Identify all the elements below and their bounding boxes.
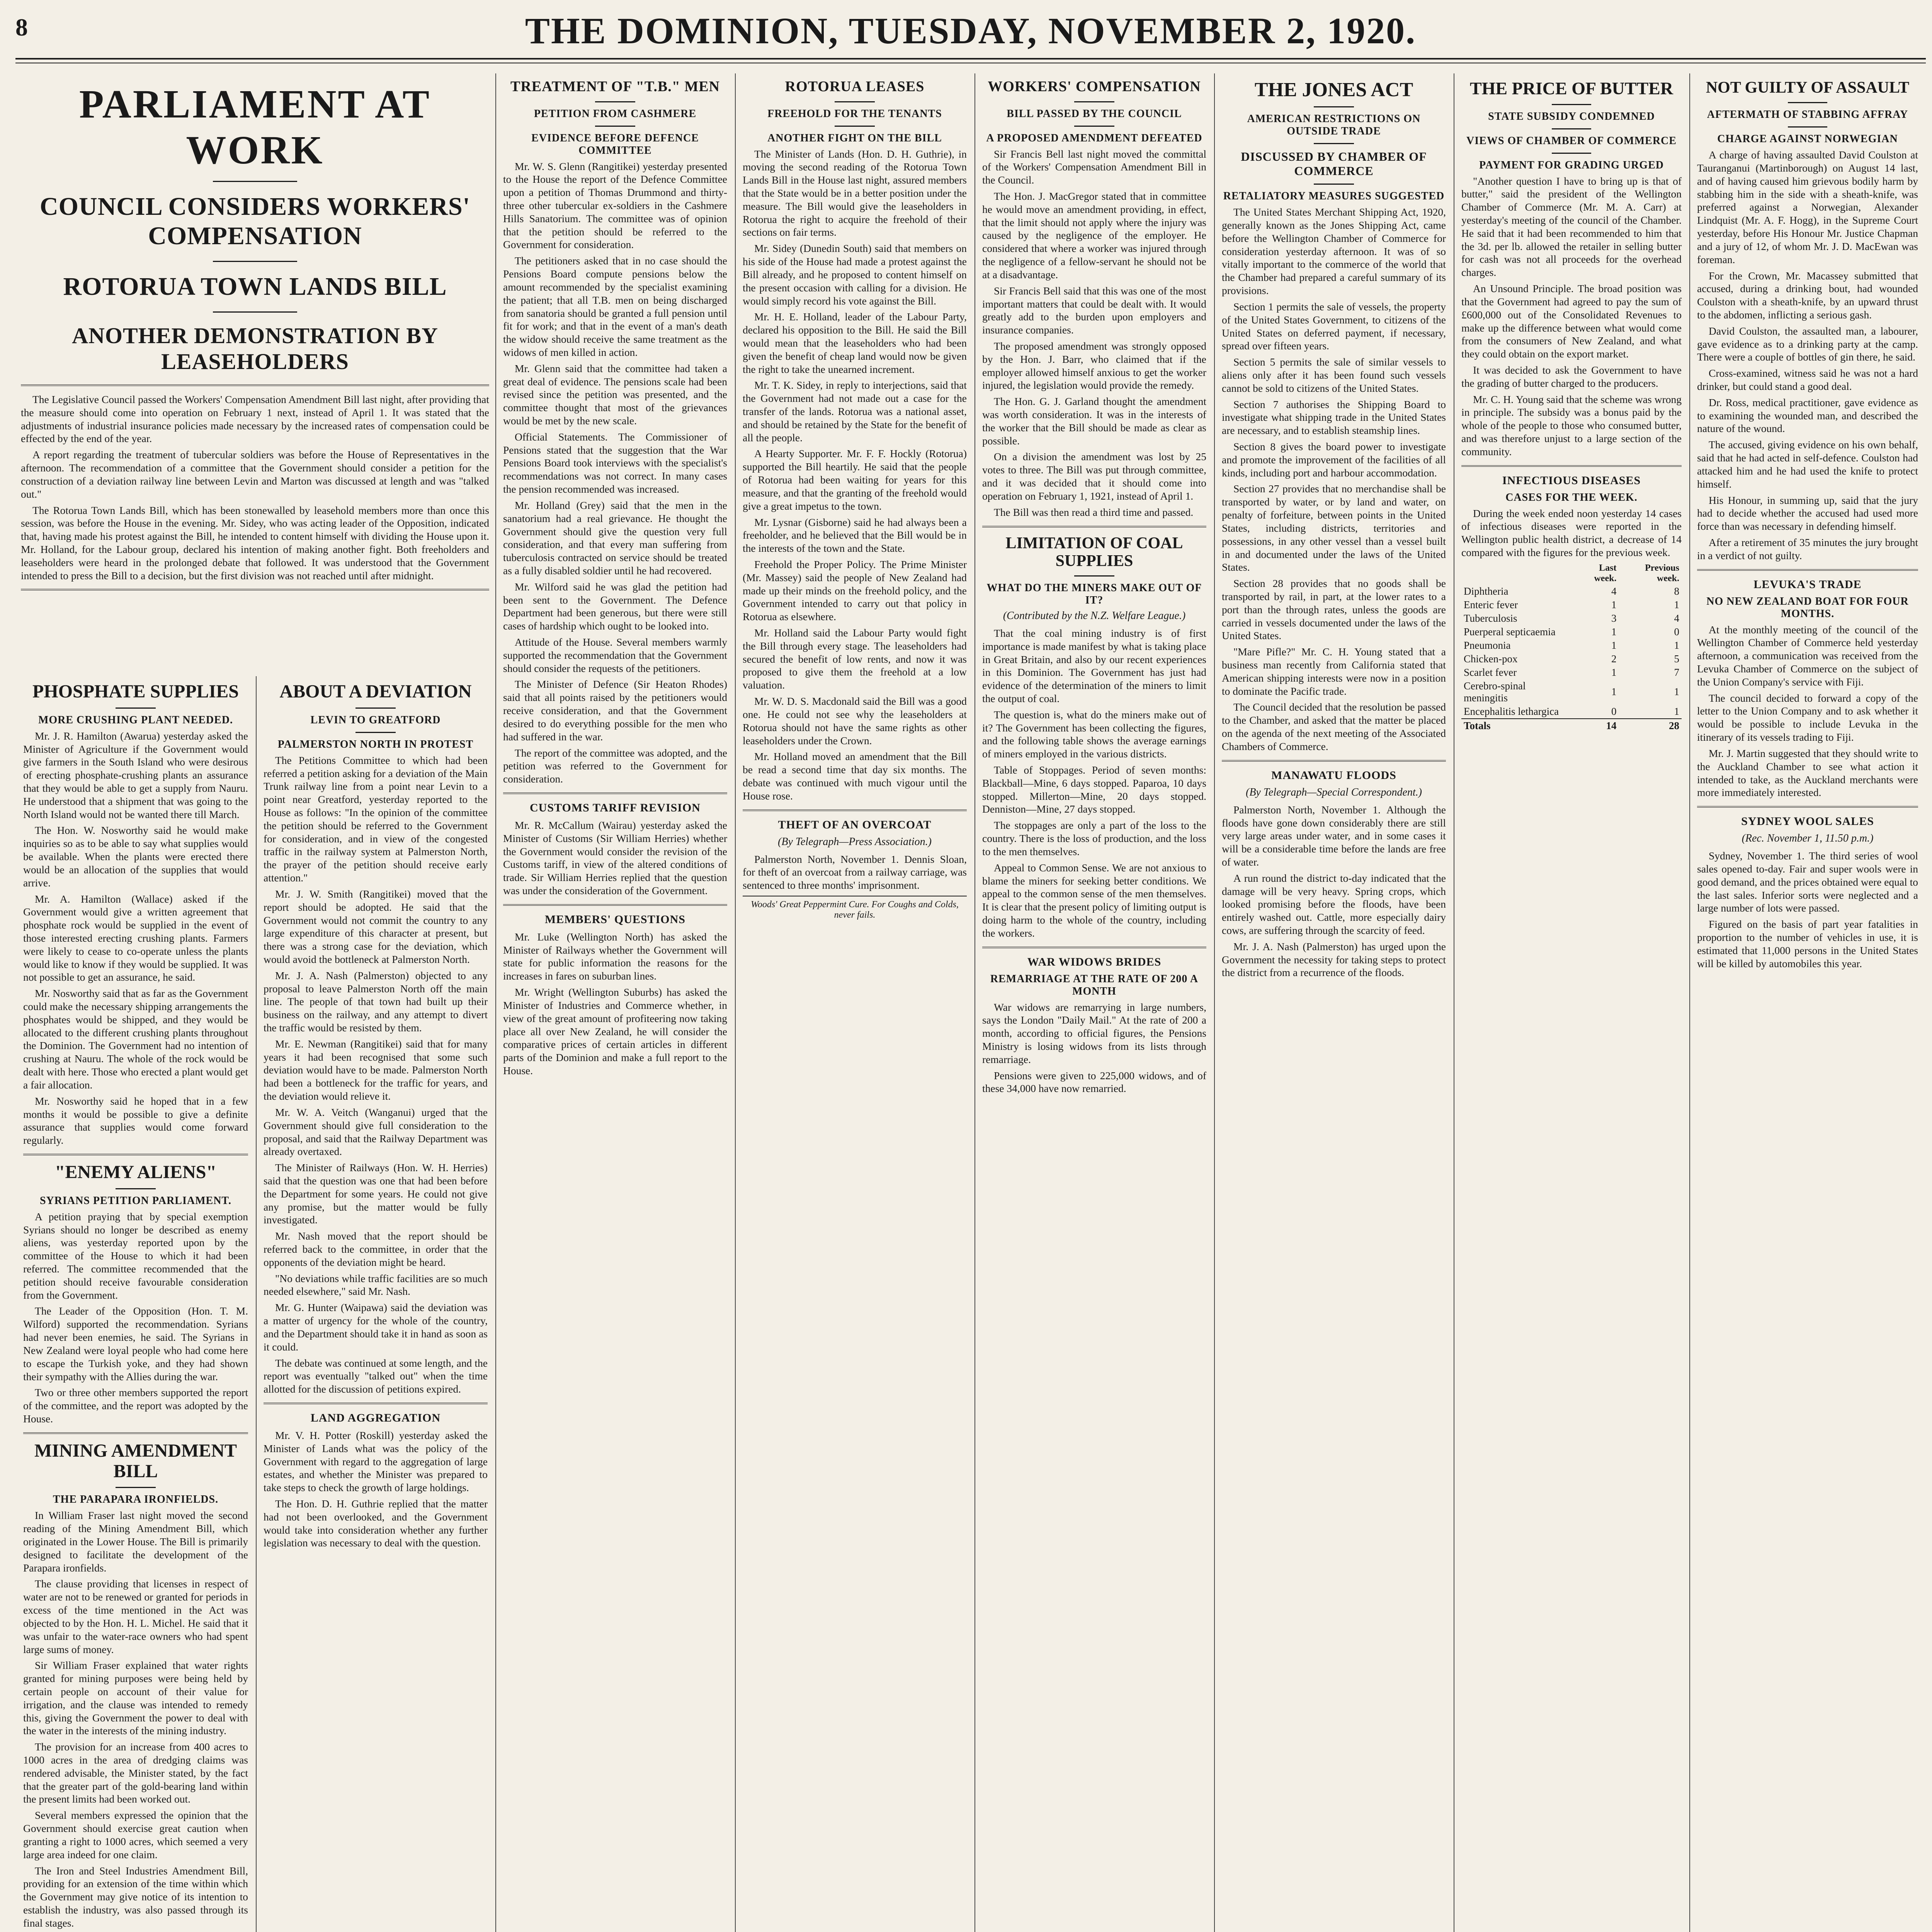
table-cell: Totals [1461, 719, 1573, 733]
headline: NOT GUILTY OF ASSAULT [1706, 79, 1910, 97]
paragraph: "Another question I have to bring up is that of butter," said the president of the Wellington Chamber of Commerce (Mr. M. A. Carr) at yesterday's meeting of the council of the Chamber. He said that it had been recommended to him that the 3d. per lb. allowed the retailer in selling butter for cash was not all proceeds for the overhead charges. [1461, 175, 1682, 279]
separator [835, 126, 875, 127]
paragraph: Mr. Holland moved an amendment that the Bill be read a second time that day six months. The debate was continued with much vigour until the House rose. [743, 750, 967, 802]
paragraph: Mr. R. McCallum (Wairau) yesterday asked the Minister of Customs (Sir William Herries) whether the Government would consider the revision of the Customs tariff, in view of the altered conditions of trade. Sir William Herries replied that the question was under the consideration of the Government. [503, 819, 727, 897]
separator [1552, 104, 1592, 105]
paragraph: His Honour, in summing up, said that the jury had to decide whether the accused had used more force than was necessary in defending himself. [1697, 494, 1918, 532]
separator [1697, 806, 1918, 808]
paragraph: Mr. Nosworthy said he hoped that in a few months it would be possible to give a definite assurance that supplies would come forward regularly. [23, 1095, 248, 1146]
paragraph: Mr. J. Martin suggested that they should write to the Auckland Chamber to see what action it intended to take, as the Auckland merchants were more immediately interested. [1697, 747, 1918, 799]
separator [213, 181, 297, 182]
subheading: STATE SUBSIDY CONDEMNED [1488, 110, 1655, 122]
page-number: 8 [15, 14, 28, 41]
paragraph: Section 5 permits the sale of similar vessels to aliens only after it has been found such vessels cannot be sold to citizens of the United States. [1222, 356, 1446, 394]
separator [1788, 102, 1828, 103]
column-1 [15, 676, 256, 1932]
separator [835, 101, 875, 102]
subheading: AMERICAN RESTRICTIONS ON OUTSIDE TRADE [1247, 113, 1421, 138]
separator [1314, 184, 1354, 185]
paragraph: David Coulston, the assaulted man, a labourer, gave evidence as to a drinking party at the camp. There were a couple of bottles of gin there, he said. [1697, 325, 1918, 363]
paragraph: The Hon. D. H. Guthrie replied that the matter had not been overlooked, and the Government would take into consideration whether any further legislation was necessary to deal with the question. [264, 1498, 488, 1549]
headline: WORKERS' COMPENSATION [988, 78, 1201, 95]
separator [1697, 569, 1918, 571]
paragraph: "No deviations while traffic facilities are so much needed elsewhere," said Mr. Nash. [264, 1272, 488, 1298]
paragraph: On a division the amendment was lost by 25 votes to three. The Bill was put through committee, and it was decided that it should come into operation on February 1, 1921, instead of April 1. [982, 451, 1206, 502]
paragraph: "Mare Pifle?" Mr. C. H. Young stated that a business man recently from California stated that American shipping interests were now in a position to dominate the Pacific trade. [1222, 646, 1446, 697]
headline: LAND AGGREGATION [310, 1411, 441, 1424]
headline: SYDNEY WOOL SALES [1741, 815, 1874, 828]
separator [982, 947, 1206, 948]
subheading: VIEWS OF CHAMBER OF COMMERCE [1466, 134, 1677, 147]
paragraph: The United States Merchant Shipping Act, 1920, generally known as the Jones Shipping Act, came before the Wellington Chamber of Commerce for consideration yesterday afternoon. It was of so vitally important to the commerce of the world that the Chamber had prepared a careful summary of its provisions. [1222, 206, 1446, 297]
paragraph: Mr. V. H. Potter (Roskill) yesterday asked the Minister of Lands what was the policy of the Government with regard to the aggregation of large estates, and whether the Minister was prepared to take steps to check the growth of large holdings. [264, 1429, 488, 1494]
paragraph: Mr. Nash moved that the report should be referred back to the committee, in order that the opponents of the deviation might be heard. [264, 1230, 488, 1268]
paragraph: Palmerston North, November 1. Dennis Sloan, for theft of an overcoat from a railway carriage, was sentenced to three months' imprisonment. [743, 853, 967, 891]
paragraph: Mr. Luke (Wellington North) has asked the Minister of Railways whether the Government will state for public information the reasons for the increases in fares on suburban lines. [503, 930, 727, 982]
headline: ABOUT A DEVIATION [279, 681, 472, 702]
column-5 [975, 73, 1214, 1932]
paragraph: A petition praying that by special exemption Syrians should no longer be described as enemy aliens, was yesterday reported upon by the committee of the House to which it had been referred. The committee recommended that the petition should receive favourable consideration from the Government. [23, 1210, 248, 1301]
separator [355, 732, 396, 733]
separator [1552, 153, 1592, 154]
paragraph: A Hearty Supporter. Mr. F. F. Hockly (Rotorua) supported the Bill heartily. He said that the people of Rotorua had been waiting for years for this measure, and that the granting of the freehold would give a great impetus to the town. [743, 447, 967, 512]
byline: (By Telegraph—Press Association.) [778, 835, 932, 848]
table-cell: 8 [1674, 585, 1679, 597]
subheading: SYRIANS PETITION PARLIAMENT. [39, 1194, 232, 1207]
paragraph: Several members expressed the opinion that the Government should exercise great caution when granting a right to 1000 acres, which seemed a very large area indeed for one claim. [23, 1809, 248, 1861]
table-cell: Pneumonia [1464, 639, 1511, 651]
paragraph: Mr. J. R. Hamilton (Awarua) yesterday asked the Minister of Agriculture if the Government would give farmers in the South Island who were desirous of erecting phosphate-crushing plants an assurance that they would be able to get a supply from Nauru. He understood that a shipment that was going to the North Island would not be wanted there till March. [23, 730, 248, 820]
subheading: DISCUSSED BY CHAMBER OF COMMERCE [1241, 150, 1427, 178]
separator [503, 793, 727, 794]
paragraph: Table of Stoppages. Period of seven months: Blackball—Mine, 6 days stopped. Paparoa, 10 days stopped. Millerton—Mine, 20 days stopped. Denniston—Mine, 27 days stopped. [982, 764, 1206, 815]
table-cell: 4 [1611, 585, 1617, 597]
paragraph: Freehold the Proper Policy. The Prime Minister (Mr. Massey) said the people of New Zealand had made up their minds on the freehold policy, and the Government intended to carry out that policy in Rotorua as elsewhere. [743, 558, 967, 623]
paragraph: Mr. W. S. Glenn (Rangitikei) yesterday presented to the House the report of the Defence Committee upon a petition of Thomas Drummond and thirty-three other tubercular ex-soldiers in the Cashmere Hills Sanatorium. The committee was of opinion that the petition should be referred to the Government for consideration. [503, 160, 727, 251]
paragraph: The Council decided that the resolution be passed to the Chamber, and asked that the matter be placed on the agenda of the next meeting of the Associated Chambers of Commerce. [1222, 701, 1446, 752]
headline: LIMITATION OF COAL SUPPLIES [1005, 534, 1183, 570]
subheading: NO NEW ZEALAND BOAT FOR FOUR MONTHS. [1706, 595, 1909, 620]
byline: (Contributed by the N.Z. Welfare League.) [1003, 609, 1186, 622]
paragraph: Mr. H. E. Holland, leader of the Labour Party, declared his opposition to the Bill. He said the Bill would mean that the leaseholders who had been given the benefit of cheap land would now be given the right to take the unearned increment. [743, 311, 967, 375]
subheading: BILL PASSED BY THE COUNCIL [1007, 107, 1182, 120]
column-header: Previous week. [1645, 563, 1679, 583]
subheading: PETITION FROM CASHMERE [534, 107, 697, 120]
separator [355, 707, 396, 709]
table-cell: 14 [1573, 719, 1619, 733]
headline: COUNCIL CONSIDERS WORKERS' COMPENSATION [39, 192, 471, 250]
table-cell: 0 [1674, 626, 1679, 638]
paragraph: Mr. Glenn said that the committee had taken a great deal of evidence. The pensions scale had been revised since the petition was presented, and the committee thought that most of the grievances would be met by the new scale. [503, 362, 727, 427]
paragraph: Figured on the basis of part year fatalities in proportion to the number of vehicles in use, it is estimated that 11,000 persons in the United States will be killed by automobiles this year. [1697, 918, 1918, 969]
paragraph: The Hon. G. J. Garland thought the amendment was worth consideration. It was in the interests of the worker that the Bill should be made as clear as possible. [982, 395, 1206, 447]
paragraph: The Minister of Lands (Hon. D. H. Guthrie), in moving the second reading of the Rotorua Town Lands Bill in the House last night, assured members that the State would be in a better position under the measure. The Bill would give the leaseholders in Rotorua the right to acquire the freehold of their sections on fair terms. [743, 148, 967, 238]
paragraph: The clause providing that licenses in respect of water are not to be renewed or granted for periods in excess of the time mentioned in the Act was objected to by the Hon. H. L. Michel. He said that it was unfair to the water-race owners who had spent large sums of money. [23, 1578, 248, 1655]
table-total-row [1461, 719, 1682, 733]
table-cell: 28 [1619, 719, 1682, 733]
headline: ROTORUA LEASES [785, 78, 925, 95]
separator [213, 261, 297, 262]
separator [116, 1188, 156, 1189]
table-row [1461, 598, 1682, 612]
column-8 [1689, 73, 1926, 1932]
table-row [1461, 679, 1682, 705]
table-cell: 0 [1611, 705, 1617, 717]
parliament-article [15, 73, 495, 597]
headline: INFECTIOUS DISEASES [1502, 474, 1641, 487]
table-cell: Cerebro-spinal meningitis [1464, 680, 1526, 704]
headline: THEFT OF AN OVERCOAT [778, 818, 932, 831]
separator [1314, 106, 1354, 107]
table-cell: 7 [1674, 666, 1679, 678]
paragraph: Mr. W. D. S. Macdonald said the Bill was a good one. He could not see why the leaseholders at Rotorua should not have the same rights as other leaseholders under the Crown. [743, 695, 967, 747]
table-cell: 3 [1611, 612, 1617, 624]
headline: MINING AMENDMENT BILL [34, 1440, 237, 1481]
subheading: A PROPOSED AMENDMENT DEFEATED [986, 132, 1202, 144]
subheading: MORE CRUSHING PLANT NEEDED. [38, 714, 233, 726]
separator [23, 1154, 248, 1155]
paragraph: Mr. W. A. Veitch (Wanganui) urged that the Government should give full consideration to the proposal, and said that the Railway Department was already overtaxed. [264, 1106, 488, 1158]
subheading: RETALIATORY MEASURES SUGGESTED [1223, 190, 1445, 202]
paragraph: For the Crown, Mr. Macassey submitted that accused, during a drinking bout, had wounded Coulston with a sheath-knife, by an upward thrust to the abdomen, inflicting a serious gash. [1697, 269, 1918, 321]
paragraph: Mr. Nosworthy said that as far as the Government could make the necessary shipping arrangements the phosphates would be shipped, and they would be allocated to the different crushing plants throughout the Dominion. The Government had no intention of crushing at Nauru. The whole of the rock would be dealt with here. Those who erected a plant would get a fair allocation. [23, 987, 248, 1091]
paragraph: A run round the district to-day indicated that the damage will be very heavy. Spring crops, which looked promising before the floods, have been entirely washed out. Cattle, more especially dairy cows, are suffering through the scarcity of feed. [1222, 872, 1446, 936]
separator [23, 1432, 248, 1434]
headline: WAR WIDOWS BRIDES [1027, 955, 1162, 968]
headline: THE JONES ACT [1254, 79, 1413, 101]
paragraph: The Minister of Defence (Sir Heaton Rhodes) said that all points raised by the petitioners would receive consideration, and that the Government desired to do everything possible for the men who had suffered in the war. [503, 678, 727, 743]
separator [116, 707, 156, 709]
paragraph: Mr. J. W. Smith (Rangitikei) moved that the report should be adopted. He said that the Government would not commit the country to any large expenditure of this character at present, but there was a strong case for the deviation, which would avoid the bottleneck at Palmerston North. [264, 888, 488, 965]
paragraph: Sir Francis Bell said that this was one of the most important matters that could be dealt with. It would greatly add to the burden upon employers and insurance companies. [982, 284, 1206, 336]
paragraph: Mr. A. Hamilton (Wallace) asked if the Government would give a written agreement that phosphate rock would be supplied in the event of those interested erecting crushing plants. Farmers were likely to cease to co-operate unless the plants would like to know if they would be supplied. It was not possible to get an assurance, he said. [23, 893, 248, 983]
headline: CUSTOMS TARIFF REVISION [530, 801, 701, 814]
paragraph: Mr. Holland said the Labour Party would fight the Bill through every stage. The leaseholders had secured the benefit of low rents, and now it was proposed to give them the freehold at a low valuation. [743, 627, 967, 691]
paragraph: The Leader of the Opposition (Hon. T. M. Wilford) supported the recommendation. Syrians had never been enemies, he said. The Syrians in New Zealand were loyal people who had come here to escape the Turkish yoke, and they had shown their sympathy with the Allies during the war. [23, 1305, 248, 1383]
subheading: THE PARAPARA IRONFIELDS. [53, 1493, 219, 1506]
paragraph: Cross-examined, witness said he was not a hard drinker, but could stand a good deal. [1697, 367, 1918, 392]
table-cell: Chicken-pox [1464, 653, 1518, 665]
column-3 [495, 73, 735, 1932]
paragraph: Sir William Fraser explained that water rights granted for mining purposes were being held by certain people on account of their value for irrigation, and the clause was intended to remedy this, giving the Government the power to deal with the water in the interests of the mining industry. [23, 1659, 248, 1737]
separator [213, 311, 297, 313]
advertisement: Woods' Great Peppermint Cure. For Coughs and Colds, never fails. [743, 896, 967, 920]
newspaper-title: THE DOMINION, TUESDAY, NOVEMBER 2, 1920. [525, 10, 1417, 51]
paragraph: After a retirement of 35 minutes the jury brought in a verdict of not guilty. [1697, 536, 1918, 561]
separator [595, 126, 635, 127]
table-cell: 1 [1611, 666, 1617, 678]
diseases-table [1461, 562, 1682, 733]
table-cell: 2 [1611, 653, 1617, 665]
subheading: AFTERMATH OF STABBING AFFRAY [1707, 109, 1908, 121]
paragraph: It was decided to ask the Government to have the grading of butter charged to the producers. [1461, 364, 1682, 389]
subheading: WHAT DO THE MINERS MAKE OUT OF IT? [986, 582, 1202, 606]
paragraph: Section 8 gives the board power to investigate and promote the improvement of the facilities of all kinds, including port and harbour accommodation. [1222, 440, 1446, 479]
paragraph: Mr. Lysnar (Gisborne) said he had always been a freeholder, and he believed that the Bill would be in the interests of the town and the State. [743, 516, 967, 554]
separator [1074, 575, 1114, 577]
paragraph: The Bill was then read a third time and passed. [994, 506, 1194, 518]
table-cell: 1 [1674, 599, 1679, 611]
table-header-row [1461, 562, 1682, 585]
headline: ANOTHER DEMONSTRATION BY LEASEHOLDERS [72, 323, 438, 374]
subheading: REMARRIAGE AT THE RATE OF 200 A MONTH [990, 973, 1199, 997]
column-4 [735, 73, 975, 1932]
paragraph: In William Fraser last night moved the second reading of the Mining Amendment Bill, which originated in the Lower House. The Bill is primarily designed to facilitate the development of the Parapara ironfields. [23, 1509, 248, 1574]
paragraph: Section 7 authorises the Shipping Board to investigate what shipping trade in the United States are necessary, and to establish steamship lines. [1222, 398, 1446, 437]
paragraph: The Minister of Railways (Hon. W. H. Herries) said that the question was one that had been before the Department for some years. He could not give any promise, but the matter would be fully investigated. [264, 1162, 488, 1226]
paragraph: Pensions were given to 225,000 widows, and of these 34,000 have now remarried. [982, 1069, 1206, 1095]
paragraph: The petitioners asked that in no case should the Pensions Board compute pensions below the amount recommended by the specialist examining the patient; that all T.B. men on being discharged from sanatoria should be granted a full pension until fit for work; and that in the event of a man's death the widow should receive the same treatment as the widows of men killed in action. [503, 255, 727, 358]
table-row [1461, 585, 1682, 598]
paragraph: War widows are remarrying in large numbers, says the London "Daily Mail." At the rate of 200 a month, according to official figures, the Pensions Ministry is losing widows from its lists through remarriage. [982, 1001, 1206, 1065]
headline: "ENEMY ALIENS" [54, 1162, 217, 1182]
subheading: EVIDENCE BEFORE DEFENCE COMMITTEE [531, 132, 699, 156]
paragraph: Appeal to Common Sense. We are not anxious to blame the miners for seeking better conditions. We appeal to the common sense of the men themselves. It is clear that the present policy of limiting output is doing harm to the whole of the country, including the workers. [982, 861, 1206, 939]
table-cell: Encephalitis lethargica [1464, 705, 1559, 717]
subheading: PAYMENT FOR GRADING URGED [1479, 159, 1664, 171]
column-header [1461, 562, 1573, 585]
separator [595, 101, 635, 102]
table-cell: 1 [1674, 705, 1679, 717]
headline: MEMBERS' QUESTIONS [545, 913, 685, 926]
paragraph: Sir Francis Bell last night moved the committal of the Workers' Compensation Amendment Bill in the Council. [982, 148, 1206, 186]
separator [1074, 101, 1114, 102]
paragraph: Section 27 provides that no merchandise shall be transported by water, or by land and water, on penalty of forfeiture, between points in the United States, including districts, territories and possessions, in any other vessel than a vessel built in and documented under the laws of the United States. [1222, 483, 1446, 573]
table-cell: 1 [1674, 639, 1679, 651]
paragraph: Mr. J. A. Nash (Palmerston) objected to any proposal to leave Palmerston North off the main line. The people of that town had built up their business on the railway, and any attempt to divert the traffic would be resisted by them. [264, 969, 488, 1034]
table-cell: Enteric fever [1464, 599, 1518, 611]
paragraph: The accused, giving evidence on his own behalf, said that he had acted in self-defence. Coulston had attacked him and he had used the knife to protect himself. [1697, 439, 1918, 490]
table-cell: Puerperal septicaemia [1464, 626, 1556, 638]
paragraph: The council decided to forward a copy of the letter to the Union Company and to ask whether it would be possible to include Levuka in the itinerary of its vessels trading to Fiji. [1697, 692, 1918, 743]
paragraph: Mr. Wright (Wellington Suburbs) has asked the Minister of Industries and Commerce whether, in view of the great amount of profiteering now taking place all over New Zealand, he will consider the comparative prices of certain articles in different parts of the Dominion and make a full report to the House. [503, 986, 727, 1077]
table-row [1461, 639, 1682, 652]
table-cell: 1 [1611, 599, 1617, 611]
separator [1222, 760, 1446, 762]
separator [21, 589, 489, 590]
table-cell: 1 [1674, 686, 1679, 698]
paragraph: Dr. Ross, medical practitioner, gave evidence as to examining the wounded man, and described the nature of the wound. [1697, 396, 1918, 435]
paragraph: That the coal mining industry is of first importance is made manifest by what is taking place in Great Britain, and also by our recent experiences in this Dominion. The Government has just had evidence of the determination of the miners to limit the output of coal. [982, 627, 1206, 704]
paragraph: The proposed amendment was strongly opposed by the Hon. J. Barr, who claimed that if the employer allowed himself anxious to get the worker injured, the legislation would provide the remedy. [982, 340, 1206, 391]
separator [743, 810, 967, 811]
column-6 [1214, 73, 1454, 1932]
paragraph: The Hon. W. Nosworthy said he would make inquiries so as to be able to say what supplies would be available. When the plants were erected there would be an allocation of the supplies that would arrive. [23, 824, 248, 889]
paragraph: The Petitions Committee to which had been referred a petition asking for a deviation of the Main Trunk railway line from a point near Levin to a point near Greatford, yesterday reported to the House as follows: "In the opinion of the committee the petition should be referred to the Government for consideration, and in view of the congested traffic in the railway system at Palmerston North, the prayer of the petition should receive early attention." [264, 754, 488, 884]
table-cell: 5 [1674, 653, 1679, 665]
column-header: Last week. [1594, 563, 1617, 583]
separator [21, 384, 489, 386]
separator [1552, 128, 1592, 129]
table-cell: Tuberculosis [1464, 612, 1517, 624]
separator [1461, 465, 1682, 467]
subheading: FREEHOLD FOR THE TENANTS [767, 107, 942, 120]
subheading: LEVIN TO GREATFORD [310, 714, 441, 726]
paragraph: Mr. G. Hunter (Waipawa) said the deviation was a matter of urgency for the whole of the country, and the Department should take it in hand as soon as it could. [264, 1301, 488, 1353]
byline: (Rec. November 1, 11.50 p.m.) [1742, 832, 1874, 845]
paragraph: Mr. Holland (Grey) said that the men in the sanatorium had a real grievance. He thought the Government should give the question very full consideration, and that every man suffering from tuberculosis contracted on service should be treated as a fully disabled soldier until he had recovered. [503, 499, 727, 577]
subheading: CHARGE AGAINST NORWEGIAN [1717, 133, 1898, 145]
paragraph: Attitude of the House. Several members warmly supported the recommendation that the Government should consider the requests of the petitioners. [503, 636, 727, 674]
separator [503, 904, 727, 906]
paragraph: The Hon. J. MacGregor stated that in committee he would move an amendment providing, in effect, that the limit should not apply where the injury was caused by the negligence of the employer. He considered that where a worker was injured through the negligence of a fellow-servant he should not be at a disadvantage. [982, 190, 1206, 281]
paragraph: A charge of having assaulted David Coulston at Tauranganui (Martinborough) on August 14 last, and of having caused him grievous bodily harm by stabbing him in the side with a sheath-knife, was preferred against a Norwegian, Alexander Lindquist (Mr. A. F. Hogg), in the Supreme Court yesterday, before His Honour Mr. Justice Chapman and a jury of 12, of whom Mr. J. D. MacEwan was foreman. [1697, 149, 1918, 265]
table-cell: 4 [1674, 612, 1679, 624]
paragraph: The debate was continued at some length, and the report was eventually "talked out" when the time allotted for the discussion of petitions expired. [264, 1357, 488, 1395]
paragraph: Mr. E. Newman (Rangitikei) said that for many years it had been recognised that some such deviation would have to be made. Palmerston North had been a bottleneck for the traffic for years, and the deviation would relieve it. [264, 1037, 488, 1102]
masthead-rule [15, 58, 1926, 63]
separator [116, 1487, 156, 1488]
separator [1074, 126, 1114, 127]
separator [1314, 143, 1354, 144]
paragraph: The Rotorua Town Lands Bill, which has been stonewalled by leasehold members more than once this session, was before the House in the evening. Mr. Sidey, who was acting leader of the Opposition, indicated that, having made his protest against the Bill, he intended to content himself with dividing the House upon it. Mr. Holland, for the Labour group, declared his intention of making another fight. Both freeholders and leaseholders were heard in the prolonged debate that followed. It was understood that the Government intended to press the Bill to a decision, but the first division was not reached until after midnight. [21, 504, 489, 582]
paragraph: Official Statements. The Commissioner of Pensions stated that the suggestion that the War Pensions Board took interviews with the specialist's recommendations was not correct. In many cases the pension recommended was increased. [503, 430, 727, 495]
paragraph: Mr. T. K. Sidey, in reply to interjections, said that the Government had not made out a case for the transfer of the lands. Rotorua was a national asset, and should be retained by the State for the benefit of all the people. [743, 379, 967, 444]
paragraph: Section 28 provides that no goods shall be transported by rail, in part, at the lower rates to a port than the through rates, unless the goods are carried in vessels documented under the laws of the United States. [1222, 577, 1446, 642]
headline: THE PRICE OF BUTTER [1469, 78, 1673, 98]
headline: PHOSPHATE SUPPLIES [32, 681, 239, 702]
paragraph: At the monthly meeting of the council of the Wellington Chamber of Commerce held yesterday afternoon, a communication was received from the Levuka Chamber of Commerce on the subject of the Union Company's service with Fiji. [1697, 623, 1918, 688]
paragraph: The report of the committee was adopted, and the petition was referred to the Government for consideration. [503, 747, 727, 785]
paragraph: The Iron and Steel Industries Amendment Bill, providing for an extension of the time within which the Government may give notice of its intention to establish the industry, was also passed through its final stages. [23, 1864, 248, 1929]
table-row [1461, 625, 1682, 639]
paragraph: The Legislative Council passed the Workers' Compensation Amendment Bill last night, after providing that the measure should come into operation on February 1 next, instead of April 1. It was stated that the adjustments of industrial insurance policies made necessary by the increased rates of compensation could be effected by the end of the year. [21, 393, 489, 445]
headline: TREATMENT OF "T.B." MEN [510, 78, 720, 95]
table-row [1461, 612, 1682, 625]
paragraph: Mr. Sidey (Dunedin South) said that members on his side of the House had made a protest against the Bill already, and he proposed to content himself on the present occasion with calling for a division. He would simply record his vote against the Bill. [743, 242, 967, 307]
subheading: CASES FOR THE WEEK. [1505, 491, 1638, 503]
masthead [15, 8, 1926, 58]
table-row [1461, 666, 1682, 679]
table-cell: 1 [1611, 639, 1617, 651]
paragraph: Sydney, November 1. The third series of wool sales opened to-day. Fair and super wools were in good demand, and the prices obtained were equal to the last sales. Inferior sorts were neglected and a large number of lots were passed. [1697, 850, 1918, 914]
byline: (By Telegraph—Special Correspondent.) [1246, 786, 1422, 798]
paragraph: Mr. C. H. Young said that the scheme was wrong in principle. The subsidy was a bonus paid by the whole of the people to those who consumed butter, and was therefore unjust to a large section of the community. [1461, 393, 1682, 457]
headline: MANAWATU FLOODS [1271, 769, 1396, 782]
column-7 [1454, 73, 1689, 1932]
table-row [1461, 652, 1682, 666]
paragraph: The question is, what do the miners make out of it? The Government has been collecting the figures, and the following table shows the average earnings of miners employed in the various districts. [982, 708, 1206, 760]
table-cell: 1 [1611, 626, 1617, 638]
column-2 [256, 676, 495, 1932]
headline: LEVUKA'S TRADE [1753, 578, 1862, 591]
paragraph: An Unsound Principle. The broad position was that the Government had agreed to pay the sum of £600,000 out of the Consolidated Revenues to make up the difference between what would come from the consumers of New Zealand, and what they could obtain on the export market. [1461, 282, 1682, 360]
paragraph: During the week ended noon yesterday 14 cases of infectious diseases were reported in the Wellington public health district, a decrease of 14 compared with the figures for the previous week. [1461, 507, 1682, 559]
headline: PARLIAMENT AT WORK [79, 82, 431, 172]
table-row [1461, 705, 1682, 719]
paragraph: The stoppages are only a part of the loss to the country. There is the loss of production, and the loss to the men themselves. [982, 819, 1206, 857]
paragraph: Mr. J. A. Nash (Palmerston) has urged upon the Government the necessity for taking steps to protect the district from a recurrence of the floods. [1222, 940, 1446, 979]
separator [1788, 126, 1828, 128]
paragraph: The provision for an increase from 400 acres to 1000 acres in the area of dredging claims was rendered advisable, the Minister stated, by the fact that the greater part of the gold-bearing land within the present limits had been worked out. [23, 1741, 248, 1805]
subheading: PALMERSTON NORTH IN PROTEST [277, 738, 474, 750]
paragraph: A report regarding the treatment of tubercular soldiers was before the House of Representatives in the afternoon. The recommendation of a committee that the Government should consider a petition for the construction of a deviation railway line between Levin and Marton was discussed at length and was "talked out." [21, 449, 489, 500]
paragraph: Section 1 permits the sale of vessels, the property of the United States Government, to citizens of the United States on deferred payment, if necessary, spread over fifteen years. [1222, 300, 1446, 352]
subheading: ANOTHER FIGHT ON THE BILL [767, 132, 942, 144]
table-cell: Diphtheria [1464, 585, 1509, 597]
table-cell: Scarlet fever [1464, 666, 1517, 678]
paragraph: Palmerston North, November 1. Although the floods have gone down considerably there are still very large areas under water, and in some cases it will be a considerable time before the lands are free of water. [1222, 803, 1446, 868]
headline: ROTORUA TOWN LANDS BILL [63, 272, 447, 301]
paragraph: Mr. Wilford said he was glad the petition had been sent to the Government. The Defence Department had been generous, but there were still cases of hardship which ought to be looked into. [503, 580, 727, 632]
separator [982, 526, 1206, 527]
paragraph: Two or three other members supported the report of the committee, and the report was adopted by the House. [23, 1386, 248, 1425]
table-cell: 1 [1611, 686, 1617, 698]
separator [264, 1403, 488, 1404]
